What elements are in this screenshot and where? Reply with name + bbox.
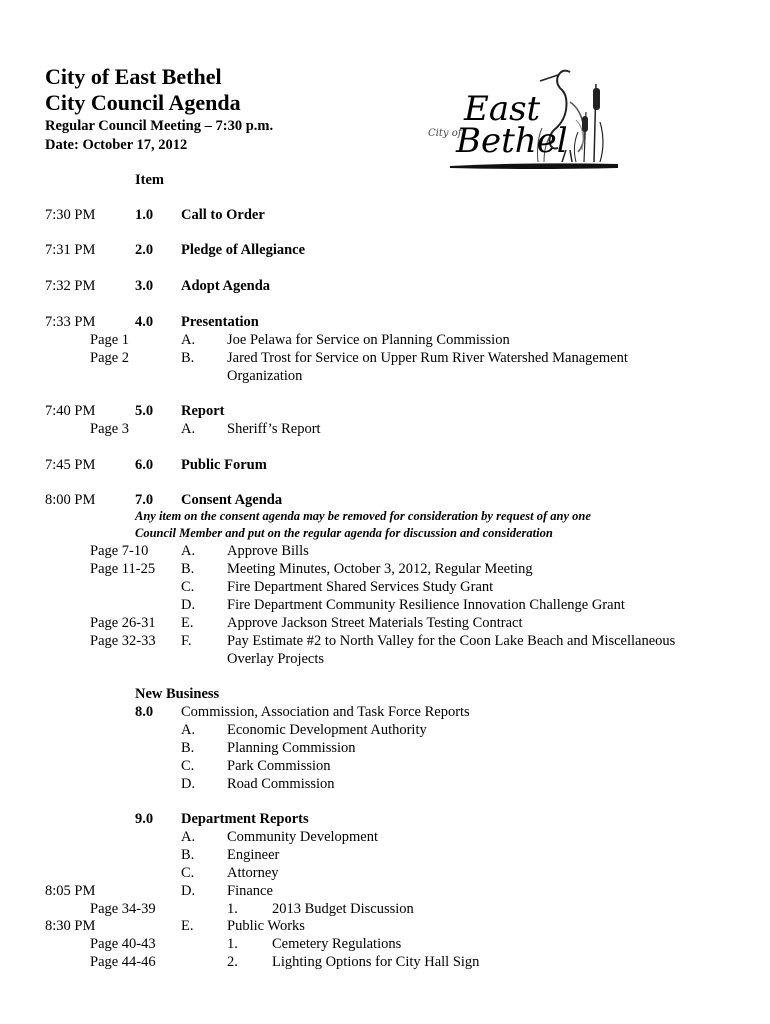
item-number: 1.0	[135, 207, 154, 223]
page-reference: Page 3	[90, 421, 130, 437]
item-column-header: Item	[135, 172, 164, 188]
subitem-text: Fire Department Shared Services Study Grant	[227, 579, 494, 595]
subitem-text: Park Commission	[227, 758, 331, 774]
page-reference: Page 2	[90, 350, 130, 366]
subitem-letter: E.	[181, 615, 194, 631]
subitem-letter: A.	[181, 722, 196, 738]
subitem-letter: B.	[181, 740, 195, 756]
subsubitem-number: 1.	[227, 901, 238, 917]
subitem-text: Joe Pelawa for Service on Planning Commission	[227, 332, 510, 348]
subitem-text: Jared Trost for Service on Upper Rum River Watershed Management	[227, 350, 628, 366]
logo-east-text: East	[464, 89, 541, 129]
subitem-letter: D.	[181, 776, 196, 792]
item-time: 7:45 PM	[45, 457, 96, 473]
item-title: Call to Order	[181, 207, 265, 223]
page-reference: Page 44-46	[90, 954, 156, 970]
item-number: 8.0	[135, 704, 154, 720]
subitem-text: Finance	[227, 883, 273, 899]
page-reference: Page 40-43	[90, 936, 156, 952]
logo-cityof-text: City of	[428, 128, 462, 139]
subitem-text-continued: Overlay Projects	[227, 651, 325, 667]
meeting-date: Date: October 17, 2012	[45, 137, 188, 153]
item-title: Adopt Agenda	[181, 278, 271, 294]
item-time: 7:31 PM	[45, 242, 96, 258]
subitem-letter: E.	[181, 918, 194, 934]
subitem-letter: D.	[181, 597, 196, 613]
item-number: 3.0	[135, 278, 154, 294]
consent-note-line1: Any item on the consent agenda may be removed for consideration by request of any one	[135, 509, 591, 523]
subitem-letter: F.	[181, 633, 192, 649]
subitem-letter: B.	[181, 561, 195, 577]
item-number: 9.0	[135, 811, 154, 827]
subitem-letter: A.	[181, 421, 196, 437]
subsubitem-number: 1.	[227, 936, 238, 952]
item-title: Presentation	[181, 314, 259, 330]
subitem-letter: B.	[181, 350, 195, 366]
item-time: 8:30 PM	[45, 918, 96, 934]
item-title: Commission, Association and Task Force Reports	[181, 704, 470, 720]
subitem-text: Engineer	[227, 847, 280, 863]
item-time: 7:30 PM	[45, 207, 96, 223]
page-reference: Page 34-39	[90, 901, 156, 917]
item-time: 7:33 PM	[45, 314, 96, 330]
subitem-text: Road Commission	[227, 776, 335, 792]
subitem-text: Approve Jackson Street Materials Testing Contract	[227, 615, 523, 631]
subsubitem-number: 2.	[227, 954, 238, 970]
item-title: Department Reports	[181, 811, 309, 827]
item-number: 4.0	[135, 314, 154, 330]
subitem-text: Community Development	[227, 829, 379, 845]
item-time: 8:00 PM	[45, 492, 96, 508]
subitem-letter: D.	[181, 883, 196, 899]
item-title: Pledge of Allegiance	[181, 242, 306, 258]
subitem-text: Meeting Minutes, October 3, 2012, Regular Meeting	[227, 561, 533, 577]
subitem-text: Fire Department Community Resilience Innovation Challenge Grant	[227, 597, 625, 613]
subitem-letter: C.	[181, 865, 195, 881]
subitem-text: Planning Commission	[227, 740, 356, 756]
item-time: 8:05 PM	[45, 883, 96, 899]
page-reference: Page 32-33	[90, 633, 156, 649]
logo-bethel-text: Bethel	[456, 121, 568, 161]
page-title-line2: City Council Agenda	[45, 90, 241, 115]
item-number: 6.0	[135, 457, 154, 473]
subitem-letter: A.	[181, 829, 196, 845]
subitem-letter: C.	[181, 758, 195, 774]
item-number: 7.0	[135, 492, 154, 508]
item-title: Report	[181, 403, 225, 419]
subitem-text: Economic Development Authority	[227, 722, 427, 738]
city-logo	[420, 62, 620, 174]
subitem-letter: A.	[181, 332, 196, 348]
page-reference: Page 7-10	[90, 543, 149, 559]
item-number: 2.0	[135, 242, 154, 258]
item-number: 5.0	[135, 403, 154, 419]
section-heading-new-business: New Business	[135, 686, 220, 702]
subsubitem-text: 2013 Budget Discussion	[272, 901, 414, 917]
subitem-letter: C.	[181, 579, 195, 595]
page-reference: Page 11-25	[90, 561, 156, 577]
subitem-text: Approve Bills	[227, 543, 309, 559]
subsubitem-text: Cemetery Regulations	[272, 936, 402, 952]
subitem-text: Pay Estimate #2 to North Valley for the Coon Lake Beach and Miscellaneous	[227, 633, 676, 649]
subsubitem-text: Lighting Options for City Hall Sign	[272, 954, 480, 970]
subitem-text: Sheriff’s Report	[227, 421, 321, 437]
subitem-text-continued: Organization	[227, 368, 303, 384]
subitem-letter: A.	[181, 543, 196, 559]
item-title: Consent Agenda	[181, 492, 283, 508]
page-title-line1: City of East Bethel	[45, 64, 222, 89]
subitem-text: Public Works	[227, 918, 305, 934]
page-reference: Page 1	[90, 332, 130, 348]
item-title: Public Forum	[181, 457, 267, 473]
meeting-type: Regular Council Meeting – 7:30 p.m.	[45, 118, 274, 134]
consent-note-line2: Council Member and put on the regular agenda for discussion and consideration	[135, 526, 553, 540]
subitem-letter: B.	[181, 847, 195, 863]
item-time: 7:40 PM	[45, 403, 96, 419]
item-time: 7:32 PM	[45, 278, 96, 294]
subitem-text: Attorney	[227, 865, 279, 881]
page-reference: Page 26-31	[90, 615, 156, 631]
